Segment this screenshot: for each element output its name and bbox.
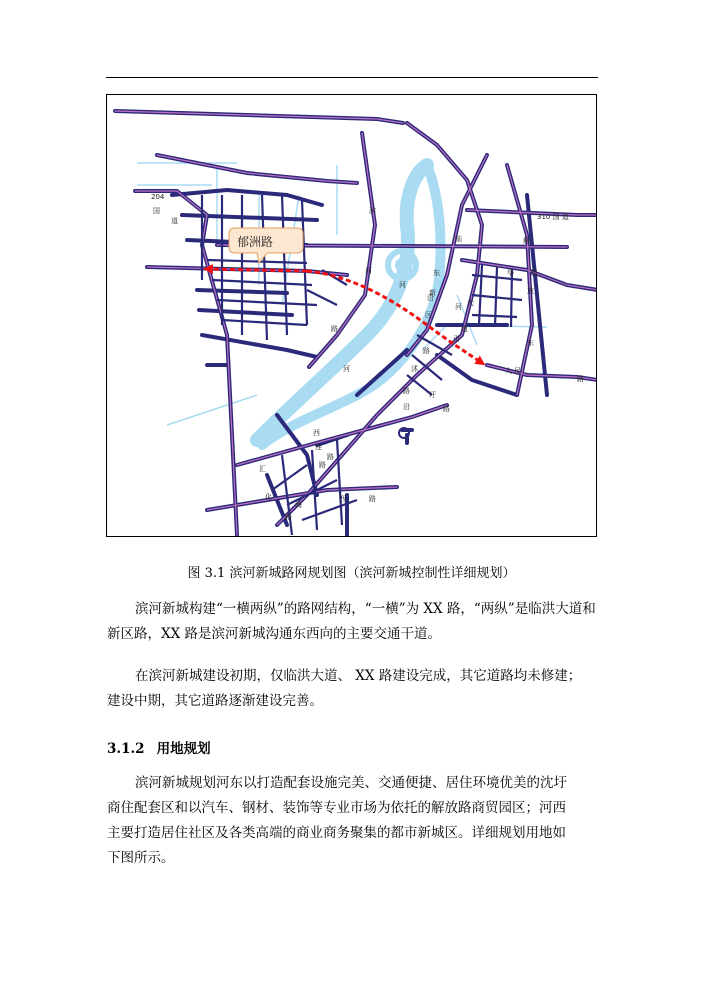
p3-line3: 主要打造居住社区及各类高端的商业商务聚集的都市新城区。详细规划用地如 (107, 825, 566, 841)
paragraph-2 (107, 664, 599, 714)
paragraph-3 (107, 771, 599, 871)
label-bottom-b: 化 (265, 493, 272, 501)
p1-line2: 新区路，XX 路是滨河新城沟通东西向的主要交通干道。 (107, 626, 442, 642)
label-lower-h: 路 (443, 405, 450, 413)
label-lower-b: 河 (343, 365, 350, 373)
callout-label: 郁洲路 (237, 235, 274, 249)
major-roads (115, 111, 597, 535)
label-ring: 国 (153, 207, 160, 215)
label-lower-g: 圩 (429, 391, 436, 399)
label-bottom-e: 西 (339, 495, 346, 503)
label-lower-a: 沭 (411, 365, 418, 373)
label-river-b: 沿 (427, 294, 434, 302)
road-network-map (106, 94, 597, 537)
river (257, 165, 441, 445)
label-bottom-h: 路 (319, 461, 326, 469)
p1-line1: 滨河新城构建“一横两纵”的路网结构，“一横”为 XX 路，“两纵”是临洪大道和 (135, 601, 596, 617)
label-right-e: 华 (507, 269, 514, 277)
figure-caption: 图 3.1 滨河新城路网规划图（滨河新城控制性详细规划） (187, 566, 516, 581)
label-left-vertical: 道 (171, 217, 178, 225)
p2-line2: 建设中期，其它道路逐渐建设完善。 (107, 693, 323, 709)
section-number: 3.1.2 (107, 741, 145, 757)
paragraph-1 (107, 597, 599, 647)
label-mid-a: 东 (433, 269, 440, 277)
label-mid-d: 路 (423, 347, 430, 355)
label-river-a: 河 (399, 281, 406, 289)
label-bottom-f: 路 (369, 495, 376, 503)
label-310: 310 国 道 (537, 213, 569, 221)
label-river-c: 河 (455, 303, 462, 311)
label-road-east-end: 路 (577, 375, 584, 383)
label-right-a: 解 (523, 237, 530, 245)
label-204: 204 (151, 193, 165, 201)
yuzhou-road-callout (229, 228, 303, 263)
label-mid-e: 临 (455, 235, 462, 243)
label-upper-a: 滨 (369, 207, 376, 215)
map-svg (107, 95, 597, 537)
label-bottom-a: 汇 (259, 465, 266, 473)
p3-line1: 滨河新城规划河东以打造配套设施完美、交通便捷、居住环境优美的沈圩 (135, 775, 567, 791)
label-upper-b: 河 (365, 267, 372, 275)
section-title: 用地规划 (156, 741, 211, 757)
label-right-b: 放 (527, 287, 534, 295)
label-bottom-d: 海 (295, 501, 302, 509)
label-bottom-i: 西 (313, 429, 320, 437)
p2-line1: 在滨河新城建设初期，仅临洪大道、 XX 路建设完成，其它道路均未修建； (135, 668, 582, 684)
label-bottom-g: 连 (315, 443, 322, 451)
section-heading (107, 737, 223, 757)
label-lower-f: 沿 (403, 403, 410, 411)
header-rule (106, 77, 598, 78)
label-bottom-j: 路 (327, 453, 334, 461)
label-lower-c: 路 (403, 387, 410, 395)
label-river-d: 引 (453, 335, 460, 343)
label-mid-b: 新 (429, 289, 436, 297)
label-right-d: 路 (531, 269, 538, 277)
label-mid-c: 区 (425, 311, 432, 319)
label-bottom-c: 路 (285, 513, 292, 521)
label-lower-d: 大 (467, 299, 474, 307)
label-road-east: 人 民 (505, 367, 522, 375)
p3-line4: 下图所示。 (107, 850, 175, 866)
label-lower-e: 道 (461, 325, 468, 333)
label-right-c: 东 (527, 339, 534, 347)
label-upper-c: 路 (331, 325, 338, 333)
p3-line2: 商住配套区和以汽车、钢材、装饰等专业市场为依托的解放路商贸园区；河西 (107, 800, 566, 816)
